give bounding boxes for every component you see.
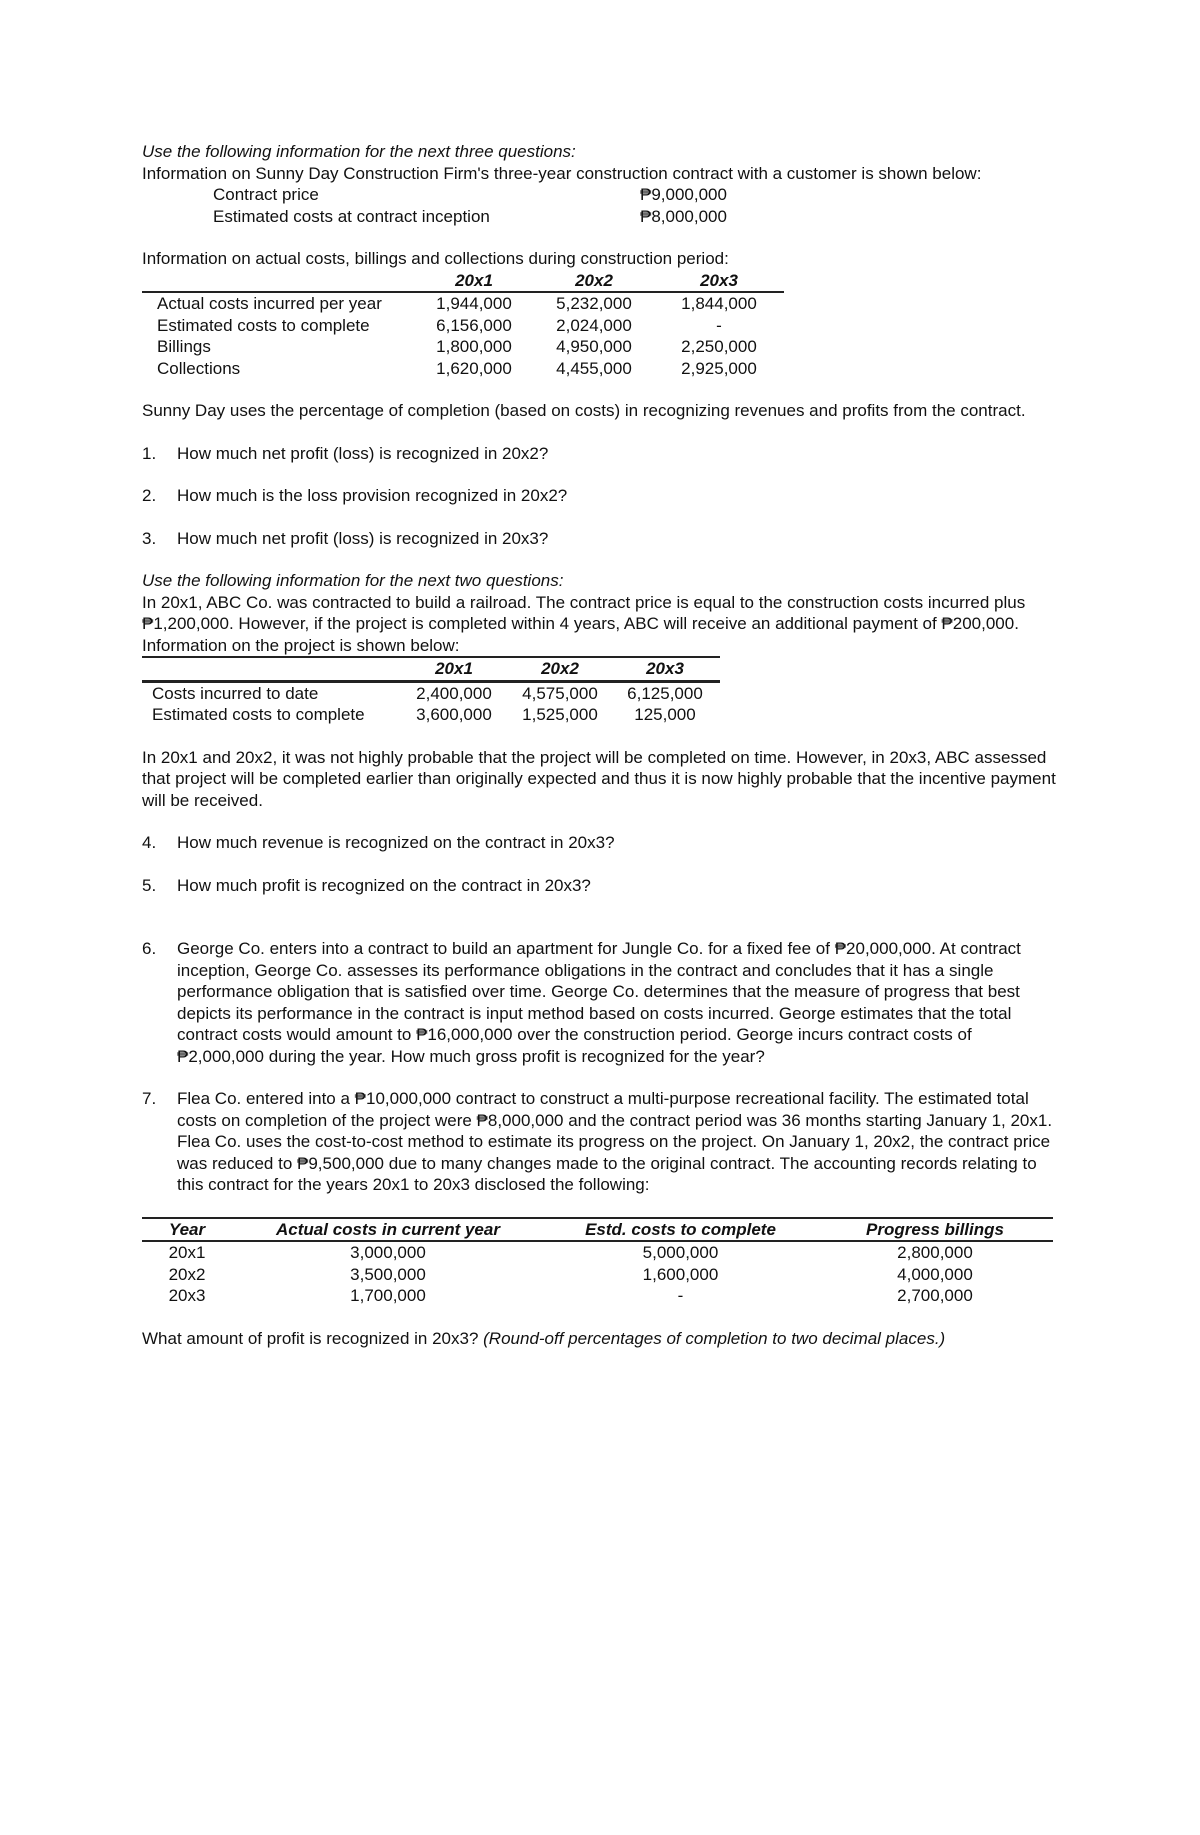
question-text: How much net profit (loss) is recognized in 20x3? xyxy=(177,528,549,548)
contract-price-value: ₱9,000,000 xyxy=(640,185,727,204)
sunny-day-table-caption: Information on actual costs, billings and collections during construction period: xyxy=(142,249,729,268)
section2-intro-italic: Use the following information for the next two questions: xyxy=(142,571,564,590)
section1-intro-text: Information on Sunny Day Construction Firm's three-year construction contract with a customer is shown below: xyxy=(142,163,982,183)
table-cell: Collections xyxy=(157,358,241,378)
table-cell: 2,700,000 xyxy=(897,1286,973,1305)
table-header: Estd. costs to complete xyxy=(544,1218,817,1242)
question7-closing-note: (Round-off percentages of completion to two decimal places.) xyxy=(483,1328,946,1348)
table-header: 20x3 xyxy=(610,657,720,681)
question-number: 2. xyxy=(142,486,157,505)
table-cell: 1,620,000 xyxy=(436,358,512,378)
table-header: Actual costs in current year xyxy=(232,1218,544,1242)
question-number: 4. xyxy=(142,833,157,852)
table-header xyxy=(142,270,414,293)
section2-intro-text: In 20x1, ABC Co. was contracted to build a railroad. The contract price is equal to the construction costs incurred plus ₱1,200,000. However, if the project is completed within 4 years, ABC will receive an additional payment of ₱200,000. Information on the project is shown below: xyxy=(142,592,1026,655)
table-row xyxy=(142,1241,1053,1264)
flea-co-table xyxy=(142,1217,1053,1307)
table-cell: 20x1 xyxy=(168,1243,206,1262)
question-text: George Co. enters into a contract to build an apartment for Jungle Co. for a fixed fee of ₱20,000,000. At contract inception, George Co. assesses its performance obligations in the contract and concludes that it has a single performance obligation that is satisfied over time. George Co. determines that the measure of progress that best depicts its performance in the contract is input method based on costs incurred. George estimates that the total contract costs would amount to ₱16,000,000 over the construction period. George incurs contract costs of ₱2,000,000 during the year. How much gross profit is recognized for the year? xyxy=(177,939,1021,1066)
table-cell: 3,600,000 xyxy=(416,705,492,724)
table-cell: 1,700,000 xyxy=(350,1286,426,1305)
table-cell: - xyxy=(716,315,722,335)
question7-closing-text: What amount of profit is recognized in 20x3? xyxy=(142,1328,479,1348)
estimated-costs-value: ₱8,000,000 xyxy=(640,206,727,226)
table-cell: 5,000,000 xyxy=(642,1243,719,1262)
table-cell: Estimated costs to complete xyxy=(152,705,365,724)
question-number: 1. xyxy=(142,443,157,463)
table-cell: 20x2 xyxy=(168,1264,206,1284)
section2-followup-text: In 20x1 and 20x2, it was not highly probable that the project will be completed on time. However, in 20x3, ABC assessed that project will be completed earlier than originally expected and thus it is now highly probable that the incentive payment will be received. xyxy=(142,747,1056,810)
table-row xyxy=(142,358,784,380)
table-header: 20x2 xyxy=(534,270,654,293)
table-cell: Actual costs incurred per year xyxy=(157,294,382,313)
table-row xyxy=(142,681,720,704)
table-header: 20x2 xyxy=(510,657,610,681)
table-row xyxy=(142,1285,1053,1307)
table-cell: 6,156,000 xyxy=(436,315,512,335)
question-item xyxy=(142,832,1062,854)
table-header: Year xyxy=(142,1218,232,1242)
table-cell: 2,800,000 xyxy=(897,1243,973,1262)
question-number: 3. xyxy=(142,528,157,548)
contract-price-label: Contract price xyxy=(213,185,319,204)
table-cell: 5,232,000 xyxy=(556,294,632,313)
table-header: 20x1 xyxy=(398,657,510,681)
table-cell: Estimated costs to complete xyxy=(157,315,370,335)
table-header: 20x1 xyxy=(414,270,534,293)
table-cell: 3,000,000 xyxy=(350,1243,426,1262)
section1-intro-italic: Use the following information for the next three questions: xyxy=(142,142,576,161)
document-page xyxy=(142,141,1062,1349)
table-cell: 2,250,000 xyxy=(681,337,757,356)
question-item xyxy=(142,938,1062,1067)
question-item xyxy=(142,528,1062,550)
question-item xyxy=(142,875,1062,897)
table-cell: 2,925,000 xyxy=(681,358,757,378)
estimated-costs-label: Estimated costs at contract inception xyxy=(213,206,490,226)
table-header xyxy=(142,657,398,681)
table-row xyxy=(142,315,784,337)
table-cell: 20x3 xyxy=(168,1286,206,1305)
question-number: 5. xyxy=(142,875,157,895)
table-cell: 1,800,000 xyxy=(436,337,512,356)
question7-closing xyxy=(142,1328,1062,1350)
table-cell: 4,000,000 xyxy=(897,1264,973,1284)
question-text: Flea Co. entered into a ₱10,000,000 contract to construct a multi-purpose recreational facility. The estimated total costs on completion of the project were ₱8,000,000 and the contract period was 36 months starting January 1, 20x1. Flea Co. uses the cost-to-cost method to estimate its progress on the project. On January 1, 20x2, the contract price was reduced to ₱9,500,000 due to many changes made to the original contract. The accounting records relating to this contract for the years 20x1 to 20x3 disclosed the following: xyxy=(177,1089,1053,1194)
question-item xyxy=(142,485,1062,507)
question-item xyxy=(142,1088,1062,1196)
table-cell: - xyxy=(677,1286,684,1305)
question-text: How much net profit (loss) is recognized in 20x2? xyxy=(177,443,549,463)
table-cell: 4,575,000 xyxy=(522,683,598,703)
abc-table xyxy=(142,656,720,726)
table-cell: Costs incurred to date xyxy=(152,683,319,703)
table-cell: 1,944,000 xyxy=(436,294,512,313)
table-row xyxy=(142,336,784,358)
sunny-day-table xyxy=(142,248,784,379)
question-number: 7. xyxy=(142,1089,157,1108)
table-header: Progress billings xyxy=(817,1218,1053,1242)
question-number: 6. xyxy=(142,939,157,958)
question-text: How much revenue is recognized on the contract in 20x3? xyxy=(177,833,615,852)
table-cell: 4,455,000 xyxy=(556,358,632,378)
table-cell: Billings xyxy=(157,337,211,356)
contract-price-row xyxy=(213,184,1062,206)
question-item xyxy=(142,443,1062,465)
table-cell: 3,500,000 xyxy=(350,1264,426,1284)
table-row xyxy=(142,704,720,726)
table-header: 20x3 xyxy=(654,270,784,293)
table-cell: 125,000 xyxy=(634,705,696,724)
table-row xyxy=(142,292,784,315)
table-cell: 6,125,000 xyxy=(627,683,703,703)
table-cell: 1,600,000 xyxy=(642,1264,719,1284)
estimated-costs-row xyxy=(213,206,1062,228)
section1-method-text: Sunny Day uses the percentage of completion (based on costs) in recognizing revenues and profits from the contract. xyxy=(142,401,1026,420)
table-cell: 1,525,000 xyxy=(522,705,598,724)
table-row xyxy=(142,1264,1053,1286)
question-text: How much profit is recognized on the contract in 20x3? xyxy=(177,875,591,895)
table-cell: 1,844,000 xyxy=(681,294,757,313)
table-cell: 4,950,000 xyxy=(556,337,632,356)
table-cell: 2,024,000 xyxy=(556,315,632,335)
question-text: How much is the loss provision recognized in 20x2? xyxy=(177,486,568,505)
table-cell: 2,400,000 xyxy=(416,683,492,703)
